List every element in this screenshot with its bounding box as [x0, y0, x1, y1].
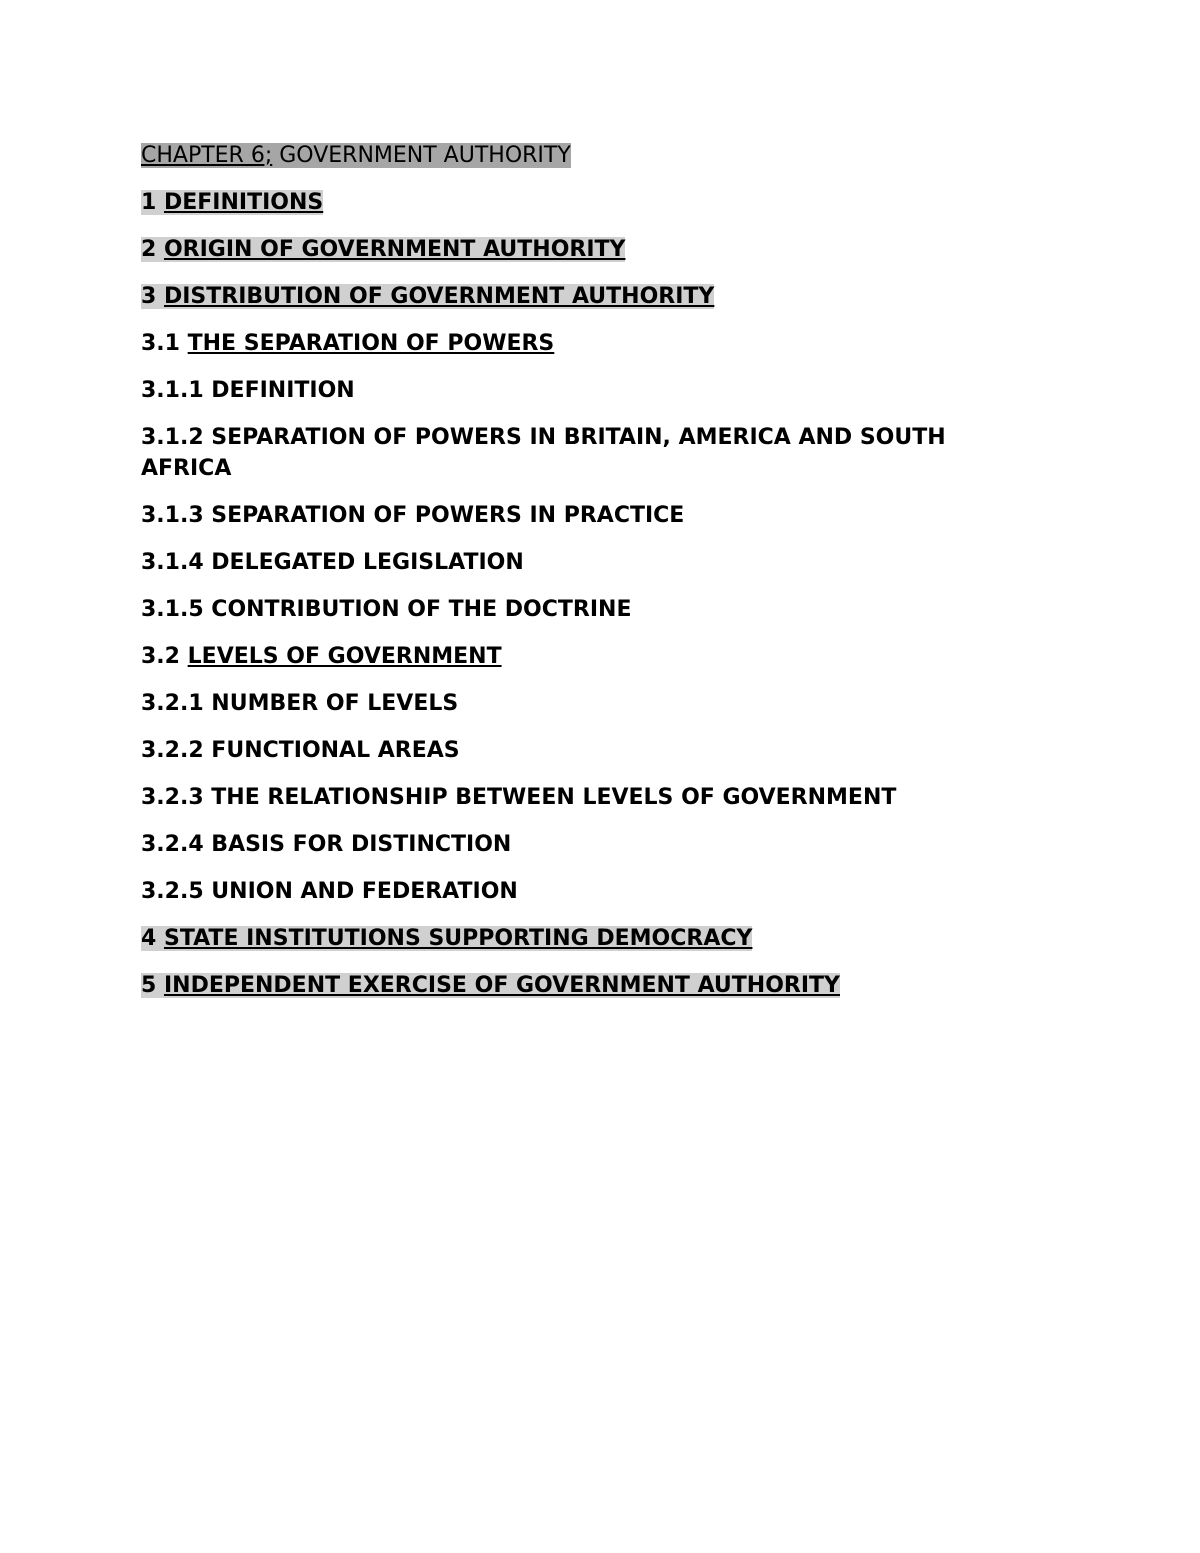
entry-title: DISTRIBUTION OF GOVERNMENT AUTHORITY: [163, 284, 715, 309]
entry-number: 3.1.1: [141, 378, 212, 403]
entry-title: INDEPENDENT EXERCISE OF GOVERNMENT AUTHORITY: [163, 973, 840, 998]
toc-entry-3-1-3: [141, 500, 1041, 531]
entry-number: 3.2.1: [141, 691, 212, 716]
toc-entry-5: [141, 970, 1041, 1001]
entry-title: FUNCTIONAL AREAS: [211, 738, 460, 763]
entry-title: DEFINITION: [211, 378, 355, 403]
table-of-contents: [141, 140, 1041, 1017]
entry-number: 3.2.3: [141, 785, 212, 810]
toc-entry-3-1-2: [141, 422, 1041, 484]
chapter-prefix: CHAPTER 6;: [141, 143, 273, 168]
toc-entry-highlight: [141, 973, 840, 998]
entry-number: 1: [141, 190, 164, 215]
toc-entry-1: [141, 187, 1041, 218]
toc-entry-3-1-4: [141, 547, 1041, 578]
entry-title: ORIGIN OF GOVERNMENT AUTHORITY: [163, 237, 626, 262]
toc-entry-highlight: [141, 237, 625, 262]
entry-title: DELEGATED LEGISLATION: [211, 550, 524, 575]
entry-number: 3.1.5: [141, 597, 212, 622]
toc-entry-3-1-1: [141, 375, 1041, 406]
toc-entry-highlight: [141, 190, 323, 215]
toc-entry-3-2-2: [141, 735, 1041, 766]
entry-title: LEVELS OF GOVERNMENT: [187, 644, 502, 669]
entry-number: 3.2.2: [141, 738, 212, 763]
entry-number: 3.1: [141, 331, 188, 356]
entry-title: THE SEPARATION OF POWERS: [187, 331, 555, 356]
toc-entry-3-1: [141, 328, 1041, 359]
entry-title: BASIS FOR DISTINCTION: [211, 832, 512, 857]
toc-entry-2: [141, 234, 1041, 265]
entry-title: UNION AND FEDERATION: [211, 879, 518, 904]
entry-number: 3.2.4: [141, 832, 212, 857]
toc-entry-3-2: [141, 641, 1041, 672]
entry-title: SEPARATION OF POWERS IN BRITAIN, AMERICA AND SOUTH AFRICA: [141, 425, 946, 481]
entry-number: 3.2: [141, 644, 188, 669]
entry-title: NUMBER OF LEVELS: [211, 691, 459, 716]
entry-title: CONTRIBUTION OF THE DOCTRINE: [211, 597, 632, 622]
entry-title: DEFINITIONS: [163, 190, 324, 215]
entry-number: 3.1.3: [141, 503, 212, 528]
toc-entry-highlight: [141, 284, 714, 309]
entry-title: THE RELATIONSHIP BETWEEN LEVELS OF GOVERNMENT: [211, 785, 897, 810]
toc-entry-3-2-4: [141, 829, 1041, 860]
entry-title: STATE INSTITUTIONS SUPPORTING DEMOCRACY: [163, 926, 753, 951]
toc-entry-3-2-1: [141, 688, 1041, 719]
toc-entry-3-2-5: [141, 876, 1041, 907]
entry-number: 3: [141, 284, 164, 309]
chapter-heading: [141, 140, 1041, 171]
entry-title: SEPARATION OF POWERS IN PRACTICE: [211, 503, 685, 528]
chapter-heading-highlight: [141, 143, 571, 168]
entry-number: 3.1.2: [141, 425, 212, 450]
toc-entry-highlight: [141, 926, 752, 951]
entry-number: 2: [141, 237, 164, 262]
entry-number: 5: [141, 973, 164, 998]
toc-entry-4: [141, 923, 1041, 954]
entry-number: 4: [141, 926, 164, 951]
chapter-title: GOVERNMENT AUTHORITY: [272, 143, 571, 168]
toc-entry-3-2-3: [141, 782, 1041, 813]
entry-number: 3.1.4: [141, 550, 212, 575]
toc-entry-3-1-5: [141, 594, 1041, 625]
toc-entry-3: [141, 281, 1041, 312]
entry-number: 3.2.5: [141, 879, 212, 904]
